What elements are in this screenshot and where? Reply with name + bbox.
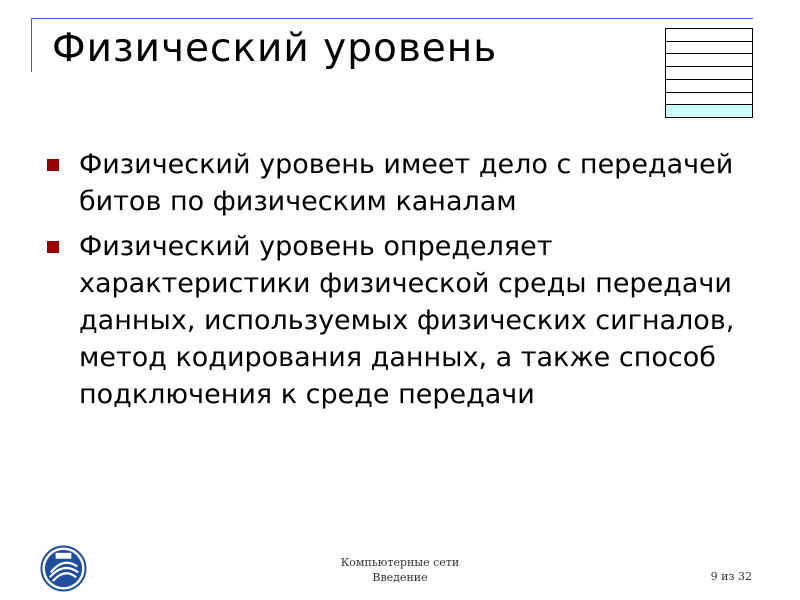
square-bullet-icon [47, 159, 59, 171]
osi-layer-7 [666, 29, 752, 42]
osi-layer-4 [666, 67, 752, 80]
slide-title: Физический уровень [52, 26, 498, 71]
footer-course-info [300, 555, 500, 585]
osi-layer-2 [666, 93, 752, 106]
bullet-item [45, 228, 745, 413]
osi-layer-5 [666, 54, 752, 67]
title-rule-top [31, 18, 753, 19]
title-rule-left [31, 18, 32, 72]
footer-course-name: Компьютерные сети [340, 556, 460, 569]
osi-layer-1-highlighted [666, 105, 752, 117]
university-logo [40, 545, 87, 592]
bullet-list [45, 146, 745, 421]
square-bullet-icon [47, 241, 59, 253]
bullet-text: Физический уровень имеет дело с передачей битов по физическим каналам [79, 149, 734, 217]
footer-section-name: Введение [372, 571, 428, 584]
osi-layer-stack-diagram [665, 28, 753, 118]
bullet-text: Физический уровень определяет характеристики физической среды передачи данных, используемых физических сигналов, метод кодирования данных, а также способ подключения к среде передачи [79, 231, 735, 410]
bullet-item [45, 146, 745, 220]
slide-page-number: 9 из 32 [710, 570, 752, 583]
osi-layer-6 [666, 42, 752, 55]
osi-layer-3 [666, 80, 752, 93]
